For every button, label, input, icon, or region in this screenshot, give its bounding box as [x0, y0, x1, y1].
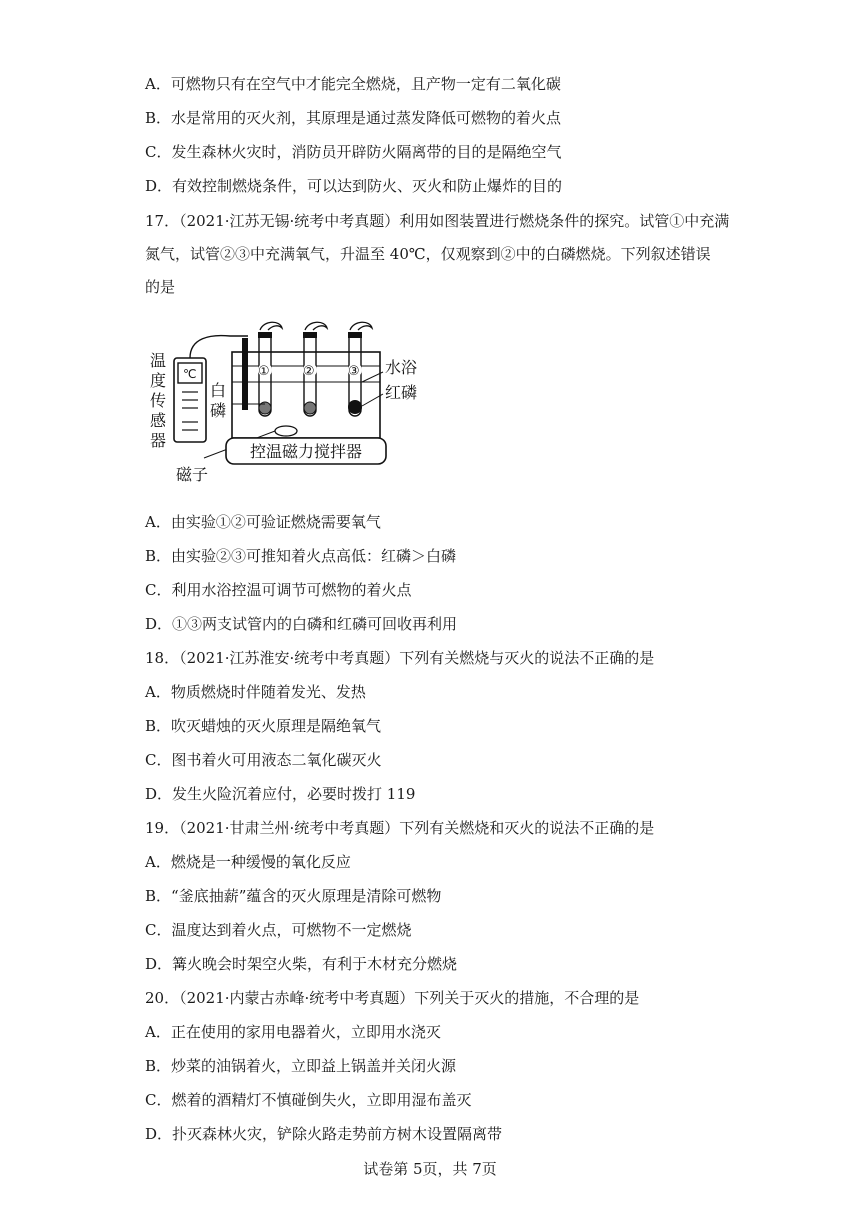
q18-stem: 18．（2021·江苏淮安·统考中考真题）下列有关燃烧与灭火的说法不正确的是 — [145, 649, 655, 667]
q17-option-d: D．①③两支试管内的白磷和红磷可回收再利用 — [145, 615, 458, 633]
q17-option-b: B．由实验②③可推知着火点高低：红磷＞白磷 — [145, 547, 457, 565]
white-p-label-1: 白 — [210, 381, 227, 400]
q16-option-b: B．水是常用的灭火剂，其原理是通过蒸发降低可燃物的着火点 — [145, 109, 562, 127]
tube-label-3: ③ — [348, 364, 360, 379]
q19-option-c: C．温度达到着火点，可燃物不一定燃烧 — [145, 921, 412, 939]
q16-option-a: A．可燃物只有在空气中才能完全燃烧，且产物一定有二氧化碳 — [145, 75, 561, 93]
page-footer: 试卷第 5页，共 7页 — [363, 1160, 497, 1178]
q19-stem: 19．（2021·甘肃兰州·统考中考真题）下列有关燃烧和灭火的说法不正确的是 — [145, 819, 655, 837]
combustion-apparatus-figure — [140, 318, 418, 490]
apparatus-diagram — [140, 318, 418, 490]
q20-option-b: B．炒菜的油锅着火，立即益上锅盖并关闭火源 — [145, 1057, 457, 1075]
tube-label-2: ② — [303, 364, 315, 379]
magnetic-stirrer-bar — [275, 426, 297, 436]
red-p-label: 红磷 — [385, 383, 418, 402]
sensor-label-3: 传 — [150, 391, 167, 410]
q20-option-a: A．正在使用的家用电器着火，立即用水浇灭 — [145, 1023, 441, 1041]
q17-option-a: A．由实验①②可验证燃烧需要氧气 — [145, 513, 381, 531]
q19-option-d: D．篝火晚会时架空火柴，有利于木材充分燃烧 — [145, 955, 458, 973]
test-tube-1 — [258, 322, 282, 416]
q18-option-d: D．发生火险沉着应付，必要时拨打 119 — [145, 785, 416, 803]
q18-option-a: A．物质燃烧时伴随着发光、发热 — [145, 683, 366, 701]
sensor-label-5: 器 — [150, 431, 167, 450]
q17-stem-line1: 17．（2021·江苏无锡·统考中考真题）利用如图装置进行燃烧条件的探究。试管①中充满 — [145, 212, 730, 230]
water-bath-label: 水浴 — [385, 358, 418, 377]
q20-option-d: D．扑灭森林火灾，铲除火路走势前方树木设置隔离带 — [145, 1125, 503, 1143]
q19-option-a: A．燃烧是一种缓慢的氧化反应 — [145, 853, 351, 871]
test-tube-2 — [303, 322, 327, 416]
q16-option-c: C．发生森林火灾时，消防员开辟防火隔离带的目的是隔绝空气 — [145, 143, 562, 161]
sensor-label-1: 温 — [150, 351, 167, 370]
q16-option-d: D．有效控制燃烧条件，可以达到防火、灭火和防止爆炸的目的 — [145, 177, 563, 195]
sensor-symbol: ℃ — [183, 367, 197, 381]
q19-option-b: B．“釜底抽薪”蕴含的灭火原理是清除可燃物 — [145, 887, 442, 905]
q17-option-c: C．利用水浴控温可调节可燃物的着火点 — [145, 581, 412, 599]
q17-stem-line2: 氮气，试管②③中充满氧气，升温至 40℃，仅观察到②中的白磷燃烧。下列叙述错误 — [145, 245, 711, 263]
tube-label-1: ① — [258, 364, 270, 379]
q17-stem-line3: 的是 — [145, 278, 176, 296]
sensor-label-2: 度 — [150, 371, 167, 390]
temperature-probe — [242, 338, 248, 410]
white-p-label-2: 磷 — [210, 401, 227, 420]
q18-option-c: C．图书着火可用液态二氧化碳灭火 — [145, 751, 382, 769]
sensor-label-4: 感 — [150, 411, 167, 430]
magnet-label: 磁子 — [176, 465, 209, 484]
q20-stem: 20．（2021·内蒙古赤峰·统考中考真题）下列关于灭火的措施，不合理的是 — [145, 989, 640, 1007]
q18-option-b: B．吹灭蜡烛的灭火原理是隔绝氧气 — [145, 717, 382, 735]
stirrer-label: 控温磁力搅拌器 — [250, 442, 363, 461]
q20-option-c: C．燃着的酒精灯不慎碰倒失火，立即用湿布盖灭 — [145, 1091, 472, 1109]
